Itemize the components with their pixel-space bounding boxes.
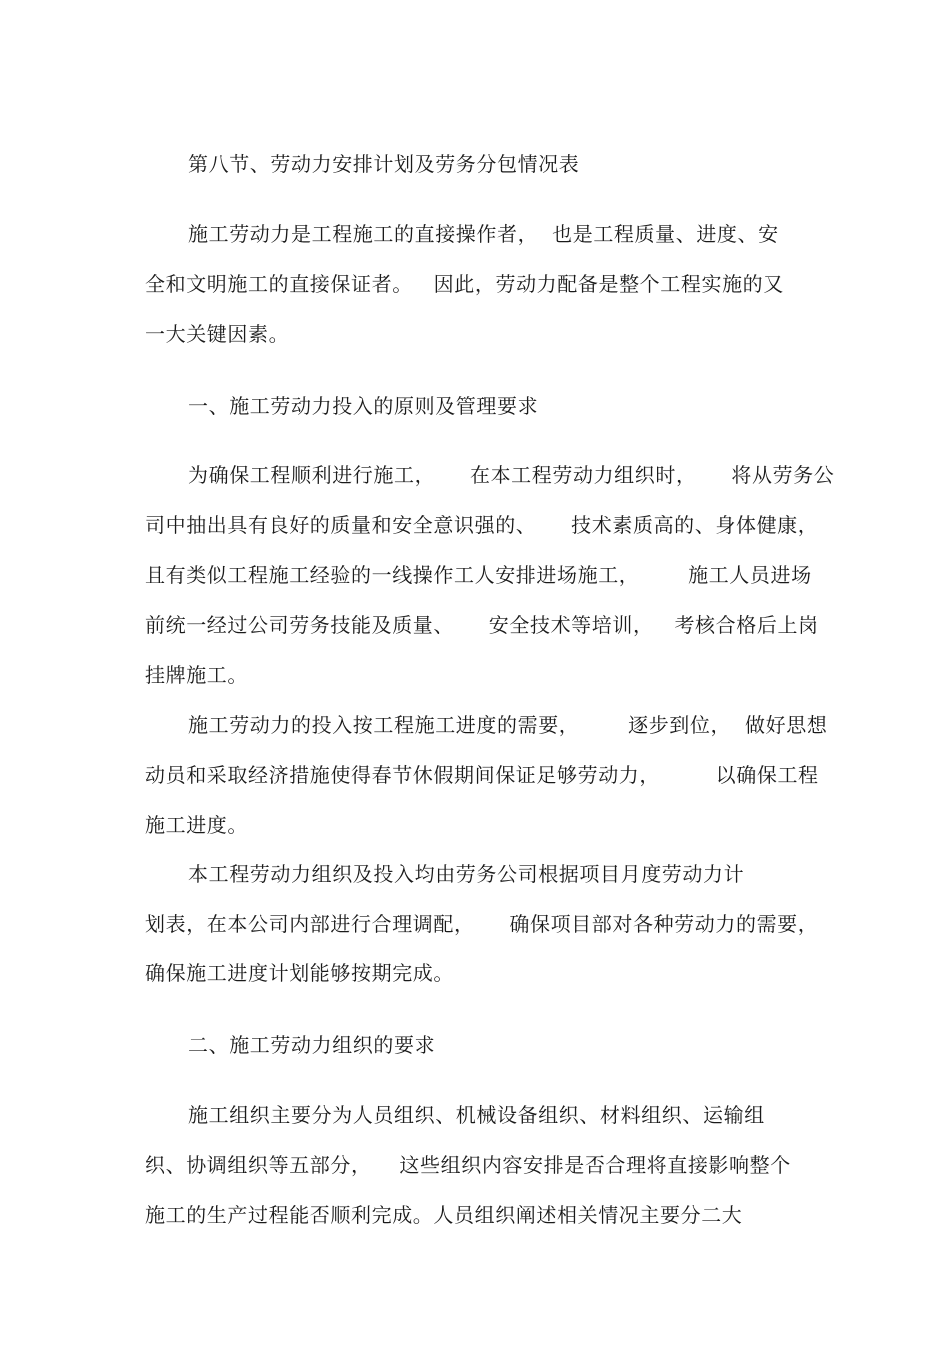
paragraph-line: 且有类似工程施工经验的一线操作工人安排进场施工， 施工人员进场 bbox=[145, 563, 812, 587]
paragraph-line: 司中抽出具有良好的质量和安全意识强的、 技术素质高的、身体健康， bbox=[145, 513, 819, 537]
heading-principles: 一、施工劳动力投入的原则及管理要求 bbox=[188, 394, 539, 418]
paragraph-line: 挂牌施工。 bbox=[145, 663, 248, 687]
paragraph-line: 划表，在本公司内部进行合理调配， 确保项目部对各种劳动力的需要， bbox=[145, 912, 819, 936]
paragraph-line: 施工的生产过程能否顺利完成。人员组织阐述相关情况主要分二大 bbox=[145, 1203, 743, 1227]
paragraph-line: 施工劳动力是工程施工的直接操作者， 也是工程质量、进度、安 bbox=[188, 222, 779, 246]
paragraph-line: 本工程劳动力组织及投入均由劳务公司根据项目月度劳动力计 bbox=[188, 862, 745, 886]
paragraph-line: 为确保工程顺利进行施工， 在本工程劳动力组织时， 将从劳务公 bbox=[188, 463, 835, 487]
paragraph-line: 施工进度。 bbox=[145, 813, 248, 837]
paragraph-line: 施工组织主要分为人员组织、机械设备组织、材料组织、运输组 bbox=[188, 1103, 765, 1127]
paragraph-line: 织、协调组织等五部分， 这些组织内容安排是否合理将直接影响整个 bbox=[145, 1153, 791, 1177]
heading-requirements: 二、施工劳动力组织的要求 bbox=[188, 1033, 436, 1057]
paragraph-line: 一大关键因素。 bbox=[145, 322, 290, 346]
section-title: 第八节、劳动力安排计划及劳务分包情况表 bbox=[188, 152, 580, 176]
paragraph-line: 全和文明施工的直接保证者。 因此，劳动力配备是整个工程实施的又 bbox=[145, 272, 784, 296]
paragraph-line: 前统一经过公司劳务技能及质量、 安全技术等培训， 考核合格后上岗 bbox=[145, 613, 819, 637]
paragraph-line: 动员和采取经济措施使得春节休假期间保证足够劳动力， 以确保工程 bbox=[145, 763, 819, 787]
paragraph-line: 确保施工进度计划能够按期完成。 bbox=[145, 961, 454, 985]
paragraph-line: 施工劳动力的投入按工程施工进度的需要， 逐步到位， 做好思想 bbox=[188, 713, 828, 737]
